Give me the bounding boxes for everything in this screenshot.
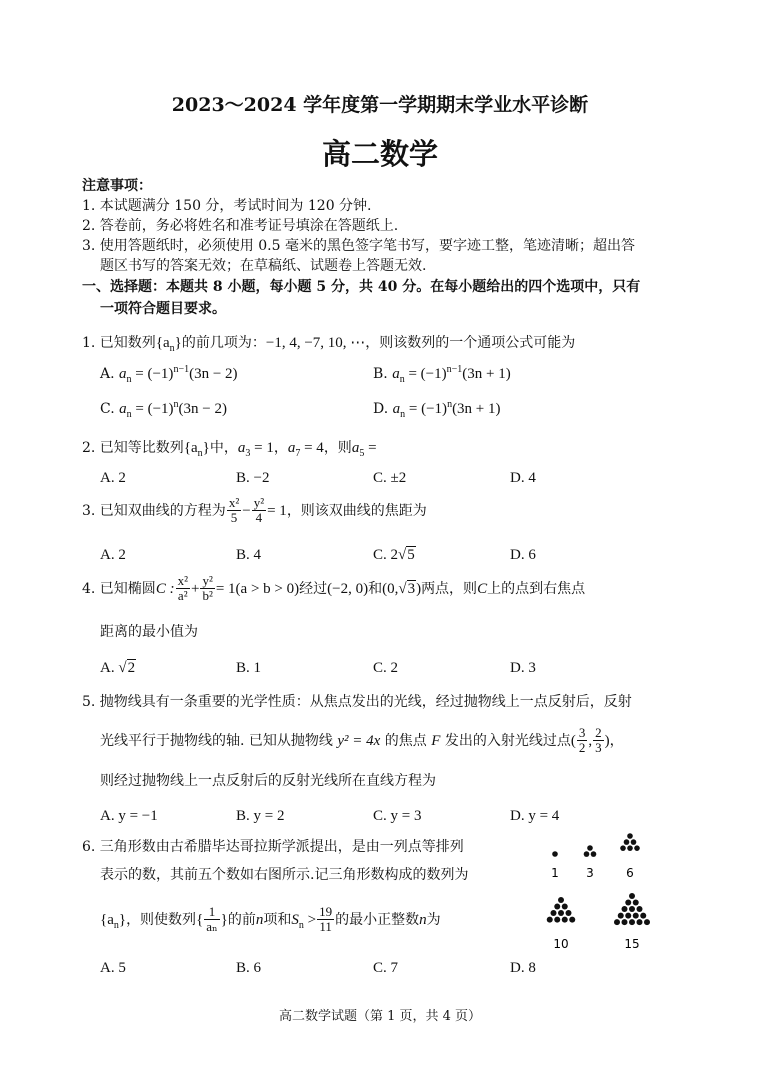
question-6-option-b: B. 6 bbox=[236, 960, 262, 976]
question-6-stem-line-3: $\{a_n\}$，则使数列{ $\frac{1}{\text{aₙ}}$ }的前n项和$S_n$ > $\frac{19}{11}$ 的最小正整数n为 bbox=[100, 904, 441, 935]
question-3-stem: 3. 已知双曲线的方程为 $\frac{\text{x²}}{5}$ − $\frac{\text{y²}}{4}$ = 1，则该双曲线的焦距为 bbox=[82, 495, 427, 526]
question-1-option-c: C. $a_n = (-1)^n(3n - 2)$ bbox=[100, 399, 227, 420]
question-4-option-a: A. √2 bbox=[100, 660, 136, 676]
triangle-dot bbox=[554, 917, 560, 923]
triangle-dot bbox=[622, 906, 628, 912]
triangle-label-1: 1 bbox=[551, 866, 559, 880]
question-4-option-c: C. 2 bbox=[373, 660, 399, 676]
triangle-dot bbox=[627, 833, 633, 839]
question-6-option-c: C. 7 bbox=[373, 960, 399, 976]
triangle-label-6: 6 bbox=[626, 866, 634, 880]
triangle-dot bbox=[552, 851, 558, 857]
question-5-stem-line-3: 则经过抛物线上一点反射后的反射光线所在直线方程为 bbox=[100, 773, 436, 789]
question-5-option-c: C. y = 3 bbox=[373, 808, 422, 824]
question-5-option-b: B. y = 2 bbox=[236, 808, 285, 824]
question-1-stem: 1. 已知数列$\{a_n\}$的前几项为：−1, 4, −7, 10, ⋯，则该数列的一个通项公式可能为 bbox=[82, 335, 576, 354]
question-1-option-d: D. $a_n = (-1)^n(3n + 1)$ bbox=[373, 399, 501, 420]
triangle-dot bbox=[618, 913, 624, 919]
triangle-dot bbox=[591, 851, 597, 857]
notice-item-3: 3. 使用答题纸时，必须使用 0.5 毫米的黑色签字笔书写，要字迹工整，笔迹清晰；超出答 bbox=[82, 238, 635, 254]
triangle-dot bbox=[644, 919, 650, 925]
exam-title: 2023～2024 学年度第一学期期末学业水平诊断 bbox=[171, 94, 589, 116]
triangle-dot bbox=[584, 851, 590, 857]
triangle-label-10: 10 bbox=[553, 937, 569, 951]
triangle-label-15: 15 bbox=[624, 937, 640, 951]
triangle-dot bbox=[633, 900, 639, 906]
triangle-dot bbox=[631, 839, 637, 845]
triangle-dot bbox=[637, 919, 643, 925]
question-4-stem-cont: 距离的最小值为 bbox=[100, 624, 198, 640]
question-2-option-a: A. 2 bbox=[100, 470, 126, 486]
question-3-option-b: B. 4 bbox=[236, 547, 262, 563]
triangle-dot bbox=[562, 904, 568, 910]
question-3-option-c: C. 2√5 bbox=[373, 547, 415, 563]
question-6-option-d: D. 8 bbox=[510, 960, 536, 976]
question-6-stem: 6. 三角形数由古希腊毕达哥拉斯学派提出，是由一列点等排列 bbox=[82, 839, 464, 855]
notice-heading: 注意事项： bbox=[82, 178, 152, 194]
triangle-dot bbox=[558, 897, 564, 903]
question-4-option-b: B. 1 bbox=[236, 660, 262, 676]
triangle-dot bbox=[620, 845, 626, 851]
question-5-option-a: A. y = −1 bbox=[100, 808, 158, 824]
triangle-dot bbox=[637, 906, 643, 912]
triangle-dot bbox=[633, 913, 639, 919]
question-6-option-a: A. 5 bbox=[100, 960, 126, 976]
question-5-stem: 5. 抛物线具有一条重要的光学性质：从焦点发出的光线，经过抛物线上一点反射后，反射 bbox=[82, 694, 632, 710]
notice-item-3-cont: 题区书写的答案无效；在草稿纸、试题卷上答题无效. bbox=[100, 258, 427, 274]
question-4-option-d: D. 3 bbox=[510, 660, 536, 676]
triangle-dot bbox=[629, 893, 635, 899]
notice-item-2: 2. 答卷前，务必将姓名和准考证号填涂在答题纸上. bbox=[82, 218, 399, 234]
question-3-option-d: D. 6 bbox=[510, 547, 536, 563]
triangle-dot bbox=[634, 845, 640, 851]
question-2-option-d: D. 4 bbox=[510, 470, 536, 486]
question-6-stem-line-2: 表示的数，其前五个数如右图所示.记三角形数构成的数列为 bbox=[100, 867, 469, 883]
notice-item-1: 1. 本试题满分 150 分，考试时间为 120 分钟. bbox=[82, 198, 372, 214]
triangle-dot bbox=[629, 906, 635, 912]
triangle-dot bbox=[614, 919, 620, 925]
exam-subject: 高二数学 bbox=[321, 137, 438, 171]
triangle-dot bbox=[562, 917, 568, 923]
section-1-heading-cont: 一项符合题目要求。 bbox=[100, 301, 226, 317]
triangle-dot bbox=[551, 910, 557, 916]
question-2-stem: 2. 已知等比数列$\{a_n\}$中，$a_3 = 1$，$a_7 = 4$，则$a_5$ = bbox=[82, 440, 377, 459]
triangle-dot bbox=[625, 913, 631, 919]
triangle-dot bbox=[625, 900, 631, 906]
question-5-option-d: D. y = 4 bbox=[510, 808, 560, 824]
triangle-label-3: 3 bbox=[586, 866, 594, 880]
page-footer: 高二数学试题（第 1 页，共 4 页） bbox=[278, 1009, 482, 1024]
triangle-dot bbox=[629, 919, 635, 925]
triangle-dot bbox=[627, 845, 633, 851]
triangle-dot bbox=[554, 904, 560, 910]
triangle-dot bbox=[622, 919, 628, 925]
triangle-dot bbox=[566, 910, 572, 916]
question-2-option-c: C. ±2 bbox=[373, 470, 407, 486]
triangle-dot bbox=[640, 913, 646, 919]
triangle-dot bbox=[624, 839, 630, 845]
triangle-dot bbox=[587, 845, 593, 851]
triangular-dots bbox=[547, 833, 650, 925]
question-4-stem: 4. 已知椭圆C : $\frac{\text{x²}}{\text{a²}}$ + $\frac{\text{y²}}{\text{b²}}$ = 1(a > b > 0)经过(−2, 0)和(0,√3)两点，则C上的点到右焦点 bbox=[82, 573, 586, 604]
question-3-option-a: A. 2 bbox=[100, 547, 126, 563]
question-1-option-a: A. $a_n = (-1)^{n-1}(3n - 2)$ bbox=[100, 364, 238, 385]
triangular-numbers-figure bbox=[530, 828, 680, 956]
question-2-option-b: B. −2 bbox=[236, 470, 270, 486]
triangle-dot bbox=[558, 910, 564, 916]
question-1-option-b: B. $a_n = (-1)^{n-1}(3n + 1)$ bbox=[373, 364, 511, 385]
triangle-dot bbox=[547, 917, 553, 923]
triangle-dot bbox=[569, 917, 575, 923]
question-5-stem-line-2: 光线平行于抛物线的轴. 已知从抛物线 y² = 4x 的焦点 F 发出的入射光线过点( $\frac{3}{2}$ , $\frac{2}{3}$ )， bbox=[100, 725, 624, 756]
section-1-heading: 一、选择题：本题共 8 小题，每小题 5 分，共 40 分。在每小题给出的四个选项中，只有 bbox=[82, 279, 641, 295]
